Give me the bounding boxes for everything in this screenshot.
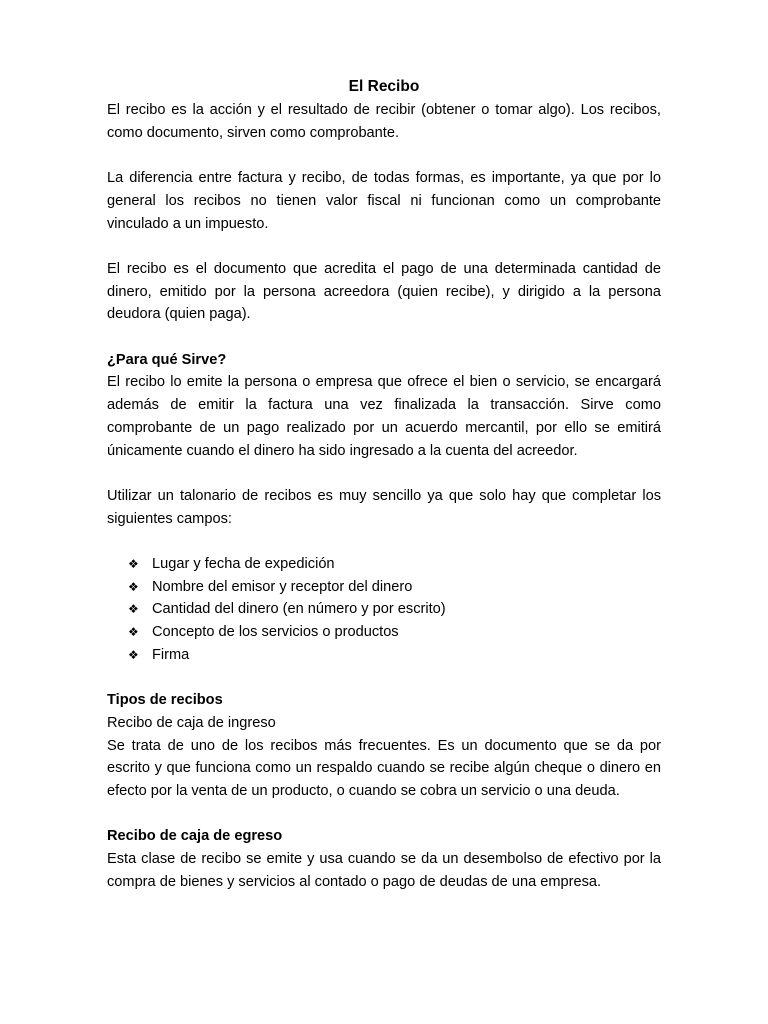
paragraph-gap	[107, 803, 661, 826]
paragraph-gap	[107, 462, 661, 485]
document-page	[107, 76, 661, 894]
para-que-paragraph-2: Utilizar un talonario de recibos es muy sencillo ya que solo hay que completar los siguientes campos:	[107, 487, 661, 527]
list-item-text: Nombre del emisor y receptor del dinero	[152, 578, 413, 595]
list-item	[128, 576, 661, 599]
list-item	[128, 553, 661, 576]
paragraph-gap	[107, 530, 661, 553]
diamond-bullet-icon: ❖	[128, 602, 139, 617]
list-item-text: Lugar y fecha de expedición	[152, 555, 335, 572]
section-heading-tipos: Tipos de recibos	[107, 692, 223, 709]
paragraph-gap	[107, 235, 661, 258]
intro-paragraph-1: El recibo es la acción y el resultado de recibir (obtener o tomar algo). Los recibos, como documento, sirven como comprobante.	[107, 102, 661, 141]
list-item-text: Firma	[152, 646, 190, 663]
diamond-bullet-icon: ❖	[128, 647, 139, 662]
paragraph-gap	[107, 326, 661, 349]
egreso-paragraph-1: Esta clase de recibo se emite y usa cuando se da un desembolso de efectivo por la compra de bienes y servicios al contado o pago de deudas de una empresa.	[107, 851, 661, 890]
tipos-paragraph-1: Se trata de uno de los recibos más frecuentes. Es un documento que se da por escrito y que funciona como un respaldo cuando se recibe algún cheque o dinero en efecto por la venta de un producto, o cuando se cobra un servicio o una deuda.	[107, 737, 661, 799]
intro-paragraph-3: El recibo es el documento que acredita el pago de una determinada cantidad de dinero, emitido por la persona acreedora (quien recibe), y dirigido a la persona deudora (quien paga).	[107, 260, 661, 323]
section-heading-para-que: ¿Para qué Sirve?	[107, 351, 227, 368]
tipos-subheading: Recibo de caja de ingreso	[107, 714, 276, 731]
list-item-text: Cantidad del dinero (en número y por escrito)	[152, 601, 446, 618]
paragraph-gap	[107, 144, 661, 167]
campos-list	[107, 553, 661, 667]
list-item-text: Concepto de los servicios o productos	[152, 624, 399, 641]
section-heading-egreso: Recibo de caja de egreso	[107, 828, 283, 845]
para-que-paragraph-1: El recibo lo emite la persona o empresa que ofrece el bien o servicio, se encargará además de emitir la factura una vez finalizada la transacción. Sirve como comprobante de un pago realizado por un acuerdo mercantil, por ello se emitirá únicamente cuando el dinero ha sido ingresado a la cuenta del acreedor.	[107, 374, 661, 459]
diamond-bullet-icon: ❖	[128, 625, 139, 640]
list-item	[128, 621, 661, 644]
list-item	[128, 598, 661, 621]
list-item	[128, 644, 661, 667]
document-title: El Recibo	[348, 78, 420, 95]
intro-paragraph-2: La diferencia entre factura y recibo, de todas formas, es importante, ya que por lo general los recibos no tienen valor fiscal ni funcionan como un comprobante vinculado a un impuesto.	[107, 170, 661, 232]
paragraph-gap	[107, 667, 661, 690]
diamond-bullet-icon: ❖	[128, 579, 139, 594]
diamond-bullet-icon: ❖	[128, 556, 139, 571]
